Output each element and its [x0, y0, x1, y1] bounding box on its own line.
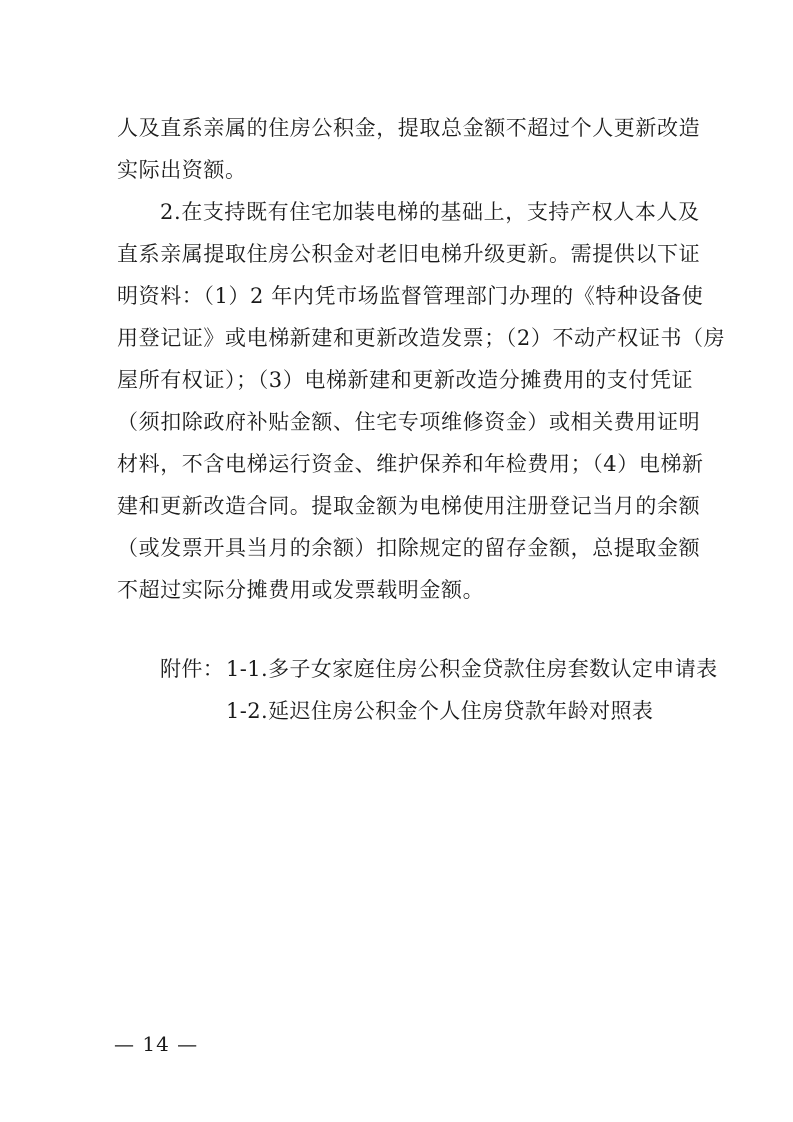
attachments-label: 附件： — [160, 657, 225, 681]
paragraph-line: 明资料：（1）2 年内凭市场监督管理部门办理的《特种设备使 — [117, 284, 704, 308]
paragraph-line: （或发票开具当月的余额）扣除规定的留存金额，总提取金额 — [117, 536, 701, 560]
paragraph-line: 不超过实际分摊费用或发票载明金额。 — [117, 578, 485, 602]
page-number: — 14 — — [114, 1032, 199, 1056]
paragraph-line: （须扣除政府补贴金额、住宅专项维修资金）或相关费用证明 — [117, 410, 701, 434]
paragraph-line: 用登记证》或电梯新建和更新改造发票；（2）不动产权证书（房 — [117, 326, 726, 350]
paragraph-line: 直系亲属提取住房公积金对老旧电梯升级更新。需提供以下证 — [117, 242, 701, 266]
attachment-item-2: 1-2.延迟住房公积金个人住房贷款年龄对照表 — [226, 699, 654, 723]
paragraph-line: 实际出资额。 — [117, 158, 247, 182]
paragraph-line: 屋所有权证）；（3）电梯新建和更新改造分摊费用的支付凭证 — [117, 368, 694, 392]
attachment-item-1: 1-1.多子女家庭住房公积金贷款住房套数认定申请表 — [226, 657, 718, 681]
paragraph-line: 建和更新改造合同。提取金额为电梯使用注册登记当月的余额 — [117, 494, 701, 518]
paragraph-line: 2.在支持既有住宅加装电梯的基础上，支持产权人本人及 — [160, 200, 700, 224]
paragraph-line: 人及直系亲属的住房公积金，提取总金额不超过个人更新改造 — [117, 116, 701, 140]
paragraph-line: 材料，不含电梯运行资金、维护保养和年检费用；（4）电梯新 — [117, 452, 704, 476]
